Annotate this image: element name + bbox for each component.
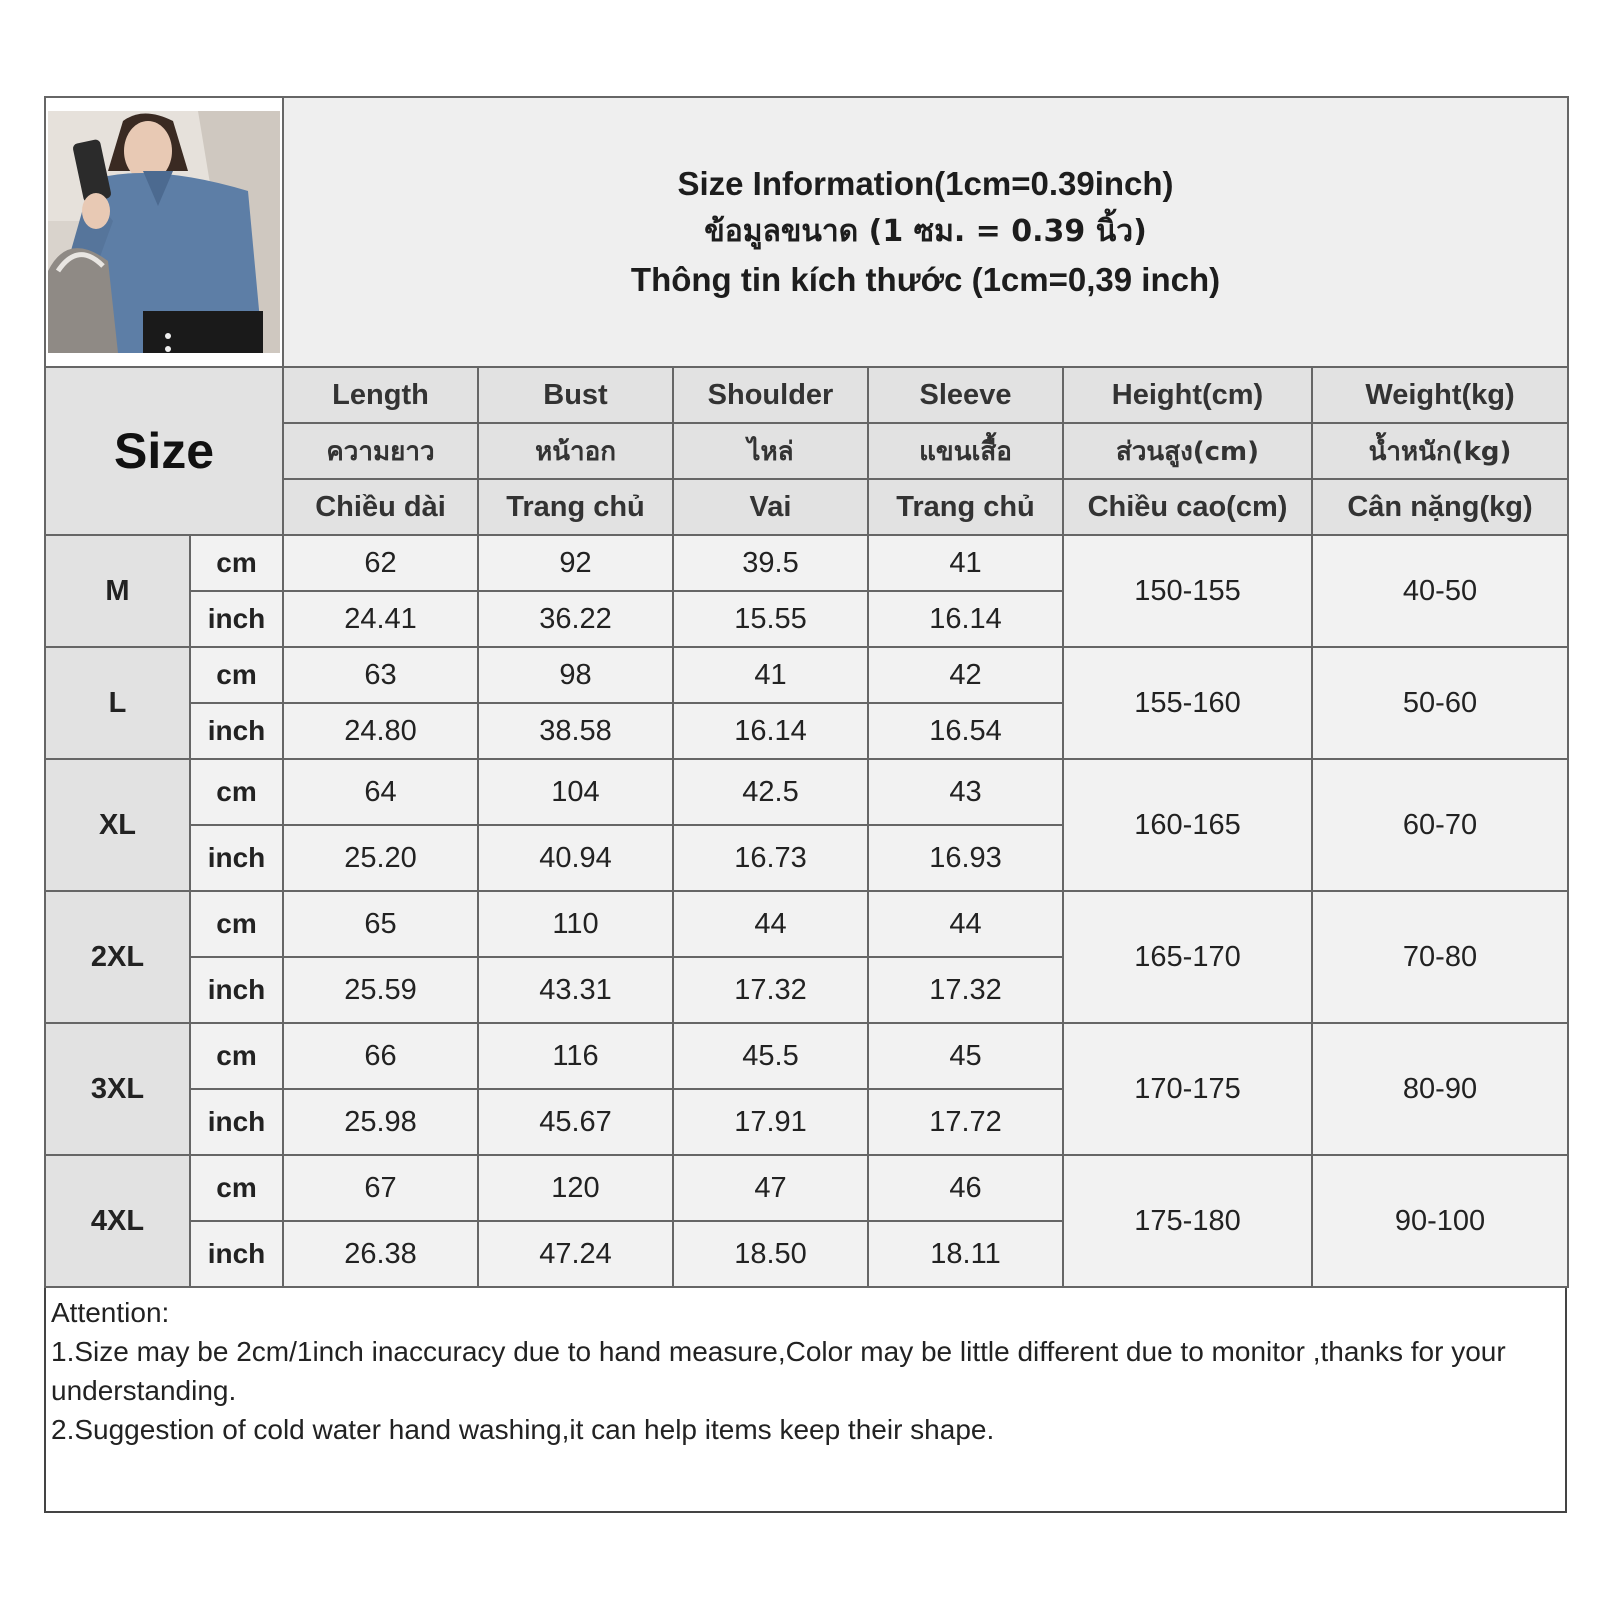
value-cm: 63 (283, 647, 478, 703)
unit-inch: inch (190, 957, 283, 1023)
col-header-vi: Trang chủ (868, 479, 1063, 535)
notes-line-1: 1.Size may be 2cm/1inch inaccuracy due to hand measure,Color may be little different due to monitor ,thanks for your understanding. (51, 1336, 1506, 1406)
value-inch: 24.80 (283, 703, 478, 759)
unit-inch: inch (190, 703, 283, 759)
value-cm: 45.5 (673, 1023, 868, 1089)
title-en: Size Information(1cm=0.39inch) (677, 165, 1174, 202)
title-th: ข้อมูลขนาด (1 ซม. = 0.39 นิ้ว) (704, 214, 1147, 249)
col-header-en: Length (283, 367, 478, 423)
value-cm: 120 (478, 1155, 673, 1221)
title-vi: Thông tin kích thước (1cm=0,39 inch) (630, 261, 1221, 298)
weight-range: 70-80 (1312, 891, 1568, 1023)
col-header-vi: Cân nặng(kg) (1312, 479, 1568, 535)
value-cm: 92 (478, 535, 673, 591)
size-name: M (45, 535, 190, 647)
size-label: Size (113, 423, 215, 479)
value-cm: 65 (283, 891, 478, 957)
value-inch: 18.11 (868, 1221, 1063, 1287)
value-cm: 116 (478, 1023, 673, 1089)
size-name: 2XL (45, 891, 190, 1023)
product-photo-cell (45, 97, 283, 367)
value-inch: 17.72 (868, 1089, 1063, 1155)
value-cm: 39.5 (673, 535, 868, 591)
value-cm: 47 (673, 1155, 868, 1221)
weight-range: 60-70 (1312, 759, 1568, 891)
col-header-vi: Chiều dài (283, 479, 478, 535)
table-row (45, 1155, 1568, 1221)
value-inch: 25.98 (283, 1089, 478, 1155)
value-inch: 16.54 (868, 703, 1063, 759)
header-row-en (45, 367, 1568, 423)
value-inch: 40.94 (478, 825, 673, 891)
value-cm: 66 (283, 1023, 478, 1089)
height-range: 160-165 (1063, 759, 1312, 891)
value-cm: 42 (868, 647, 1063, 703)
value-inch: 25.20 (283, 825, 478, 891)
value-inch: 25.59 (283, 957, 478, 1023)
height-range: 165-170 (1063, 891, 1312, 1023)
size-name: 3XL (45, 1023, 190, 1155)
size-table (44, 96, 1569, 1288)
unit-cm: cm (190, 1023, 283, 1089)
col-header-en: Sleeve (868, 367, 1063, 423)
value-inch: 17.32 (868, 957, 1063, 1023)
value-cm: 98 (478, 647, 673, 703)
notes-line-2: 2.Suggestion of cold water hand washing,it can help items keep their shape. (51, 1414, 995, 1445)
unit-inch: inch (190, 591, 283, 647)
value-inch: 43.31 (478, 957, 673, 1023)
value-cm: 67 (283, 1155, 478, 1221)
col-header-th: หน้าอก (478, 423, 673, 479)
height-range: 150-155 (1063, 535, 1312, 647)
value-inch: 18.50 (673, 1221, 868, 1287)
table-row (45, 1023, 1568, 1089)
value-cm: 43 (868, 759, 1063, 825)
unit-cm: cm (190, 1155, 283, 1221)
unit-inch: inch (190, 1089, 283, 1155)
size-chart (44, 96, 1567, 1513)
value-inch: 16.14 (868, 591, 1063, 647)
col-header-th: น้ำหนัก(kg) (1312, 423, 1568, 479)
unit-inch: inch (190, 1221, 283, 1287)
value-cm: 44 (673, 891, 868, 957)
col-header-th: ไหล่ (673, 423, 868, 479)
col-header-th: ความยาว (283, 423, 478, 479)
unit-cm: cm (190, 535, 283, 591)
col-header-en: Shoulder (673, 367, 868, 423)
col-header-th: แขนเสื้อ (868, 423, 1063, 479)
value-inch: 36.22 (478, 591, 673, 647)
value-inch: 16.93 (868, 825, 1063, 891)
weight-range: 90-100 (1312, 1155, 1568, 1287)
value-cm: 110 (478, 891, 673, 957)
col-header-th: ส่วนสูง(cm) (1063, 423, 1312, 479)
col-header-en: Weight(kg) (1312, 367, 1568, 423)
value-inch: 17.32 (673, 957, 868, 1023)
title-cell (283, 97, 1568, 367)
size-name: L (45, 647, 190, 759)
size-label-cell (45, 367, 283, 535)
table-row (45, 891, 1568, 957)
size-name: 4XL (45, 1155, 190, 1287)
product-photo (48, 111, 280, 353)
col-header-vi: Chiều cao(cm) (1063, 479, 1312, 535)
unit-cm: cm (190, 647, 283, 703)
value-inch: 45.67 (478, 1089, 673, 1155)
weight-range: 80-90 (1312, 1023, 1568, 1155)
unit-inch: inch (190, 825, 283, 891)
value-inch: 26.38 (283, 1221, 478, 1287)
size-name: XL (45, 759, 190, 891)
value-inch: 16.73 (673, 825, 868, 891)
value-inch: 15.55 (673, 591, 868, 647)
col-header-vi: Vai (673, 479, 868, 535)
value-cm: 41 (673, 647, 868, 703)
value-inch: 38.58 (478, 703, 673, 759)
value-inch: 16.14 (673, 703, 868, 759)
value-cm: 42.5 (673, 759, 868, 825)
unit-cm: cm (190, 891, 283, 957)
height-range: 175-180 (1063, 1155, 1312, 1287)
value-cm: 46 (868, 1155, 1063, 1221)
value-cm: 45 (868, 1023, 1063, 1089)
value-inch: 47.24 (478, 1221, 673, 1287)
col-header-en: Height(cm) (1063, 367, 1312, 423)
value-cm: 41 (868, 535, 1063, 591)
weight-range: 50-60 (1312, 647, 1568, 759)
value-cm: 104 (478, 759, 673, 825)
value-cm: 62 (283, 535, 478, 591)
value-inch: 17.91 (673, 1089, 868, 1155)
height-range: 170-175 (1063, 1023, 1312, 1155)
value-cm: 64 (283, 759, 478, 825)
notes-heading: Attention: (51, 1297, 170, 1328)
value-cm: 44 (868, 891, 1063, 957)
height-range: 155-160 (1063, 647, 1312, 759)
unit-cm: cm (190, 759, 283, 825)
table-row (45, 647, 1568, 703)
col-header-vi: Trang chủ (478, 479, 673, 535)
col-header-en: Bust (478, 367, 673, 423)
table-row (45, 759, 1568, 825)
attention-notes (51, 1293, 1561, 1449)
table-row (45, 535, 1568, 591)
value-inch: 24.41 (283, 591, 478, 647)
weight-range: 40-50 (1312, 535, 1568, 647)
